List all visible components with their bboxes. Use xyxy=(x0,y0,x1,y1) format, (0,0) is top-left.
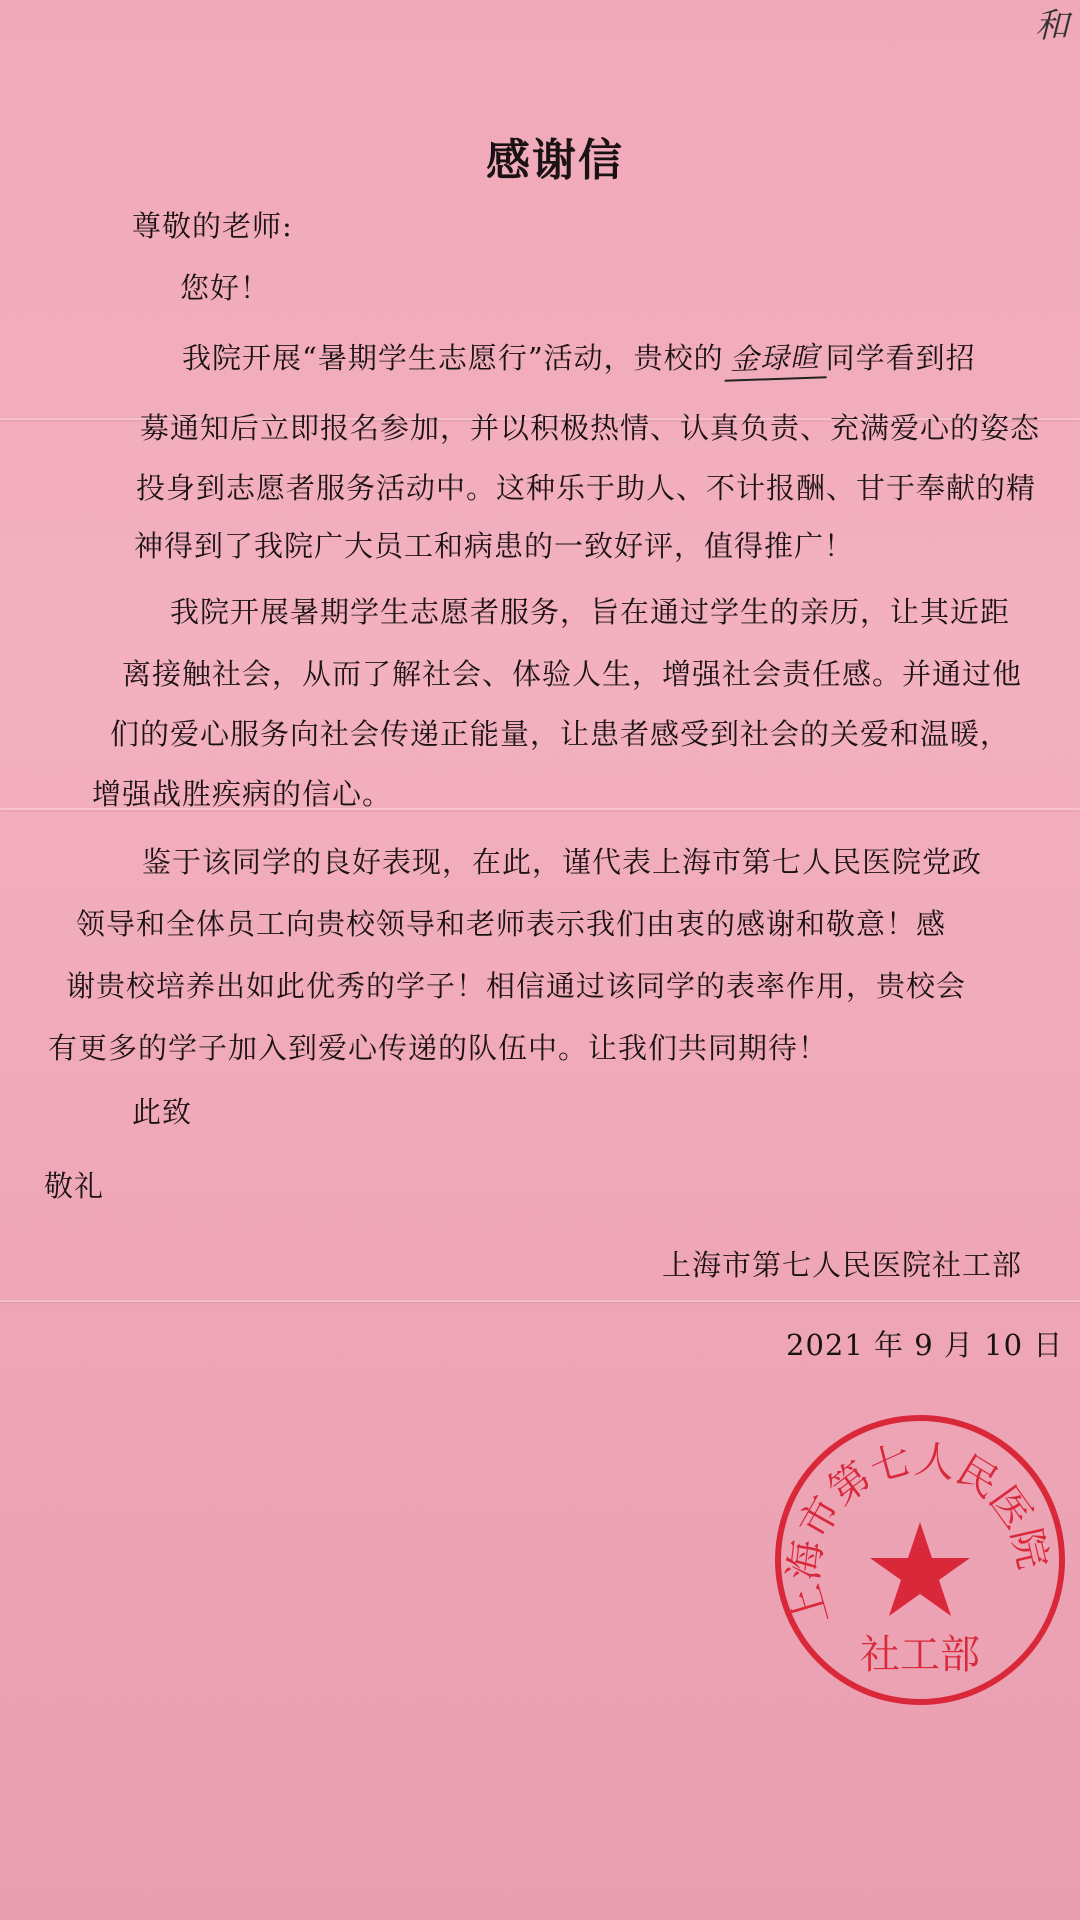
student-name-handwritten: 金琭暄 xyxy=(723,338,826,381)
stamp-ring-text: 上海市第七人民医院 xyxy=(781,1436,1056,1631)
paragraph-2-line: 离接触社会，从而了解社会、体验人生，增强社会责任感。并通过他 xyxy=(122,657,1023,691)
letter-title: 感谢信 xyxy=(486,135,624,186)
signature: 上海市第七人民医院社工部 xyxy=(662,1248,1023,1282)
paragraph-1-line: 投身到志愿者服务活动中。这种乐于助人、不计报酬、甘于奉献的精 xyxy=(136,471,1037,505)
paragraph-2-line: 增强战胜疾病的信心。 xyxy=(92,777,393,811)
closing-line-2: 敬礼 xyxy=(44,1169,105,1203)
paragraph-1-line: 神得到了我院广大员工和病患的一致好评，值得推广！ xyxy=(134,529,855,563)
text: 我院开展“暑期学生志愿行”活动，贵校的 xyxy=(182,341,724,375)
paragraph-3-line: 领导和全体员工向贵校领导和老师表示我们由衷的感谢和敬意！感 xyxy=(76,907,947,941)
paragraph-3-line: 有更多的学子加入到爱心传递的队伍中。让我们共同期待！ xyxy=(48,1031,829,1065)
paragraph-3-line: 谢贵校培养出如此优秀的学子！相信通过该同学的表率作用，贵校会 xyxy=(66,969,967,1003)
paragraph-3-line: 鉴于该同学的良好表现，在此，谨代表上海市第七人民医院党政 xyxy=(142,845,983,879)
stamp-bottom-text: 社工部 xyxy=(860,1632,980,1678)
official-seal-stamp xyxy=(770,1410,1070,1710)
salutation: 尊敬的老师: xyxy=(132,209,293,243)
paper-crease xyxy=(0,1300,1080,1302)
star-icon xyxy=(870,1522,970,1616)
text: 同学看到招 xyxy=(825,341,976,375)
paragraph-1-line: 募通知后立即报名参加，并以积极热情、认真负责、充满爱心的姿态 xyxy=(140,411,1041,445)
greeting: 您好！ xyxy=(180,271,271,305)
date: 2021 年 9 月 10 日 xyxy=(786,1328,1064,1362)
paragraph-2-line: 们的爱心服务向社会传递正能量，让患者感受到社会的关爱和温暖， xyxy=(110,717,1011,751)
closing-line-1: 此致 xyxy=(132,1095,193,1129)
handwritten-corner-note: 和 xyxy=(1035,6,1069,46)
paragraph-1-line xyxy=(182,340,976,380)
paragraph-2-line: 我院开展暑期学生志愿者服务，旨在通过学生的亲历，让其近距 xyxy=(170,595,1011,629)
